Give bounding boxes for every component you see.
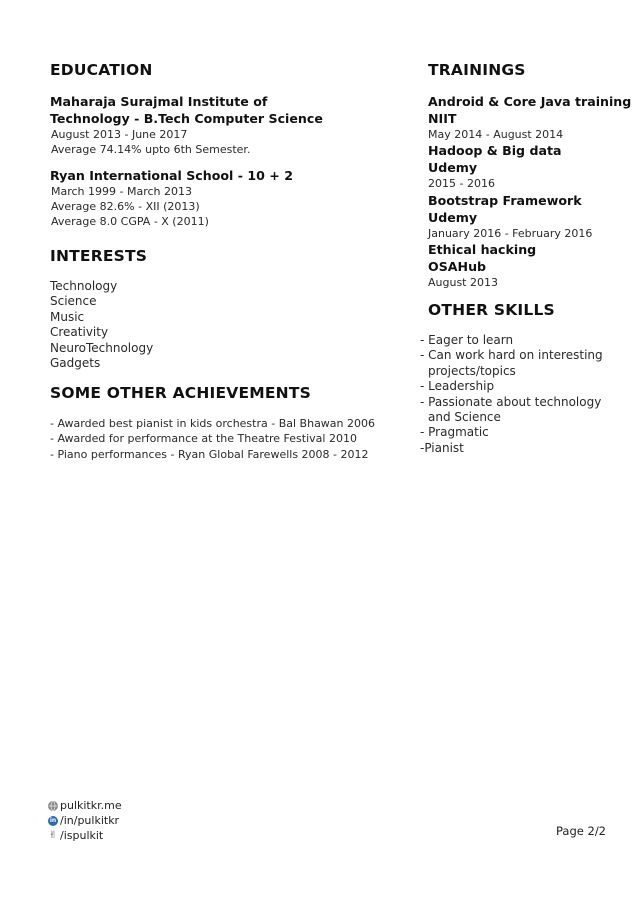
training-org: Udemy <box>428 209 478 225</box>
training-dates: May 2014 - August 2014 <box>428 128 564 141</box>
right-column <box>420 60 633 455</box>
angellist-link[interactable] <box>48 828 122 843</box>
interest-item: NeuroTechnology <box>50 340 154 355</box>
education-detail: Average 8.0 CGPA - X (2011) <box>51 215 209 229</box>
skill-item: -Pianist <box>420 440 464 455</box>
achievement-item: - Piano performances - Ryan Global Farewells 2008 - 2012 <box>50 447 369 461</box>
interest-item: Technology <box>50 279 118 293</box>
interests-heading: INTERESTS <box>50 247 148 265</box>
skill-item: - Eager to learn <box>420 333 514 347</box>
skill-item: - Leadership <box>420 379 495 394</box>
education-heading: EDUCATION <box>50 61 153 79</box>
training-org: NIIT <box>428 111 457 126</box>
training-title: Bootstrap Framework <box>428 192 582 208</box>
left-column <box>50 60 400 461</box>
achievement-item: - Awarded best pianist in kids orchestra - Bal Bhawan 2006 <box>50 417 376 430</box>
page-number: Page 2/2 <box>556 824 607 838</box>
trainings-section <box>428 60 633 290</box>
skill-item: - Can work hard on interesting <box>420 348 603 363</box>
trainings-heading: TRAININGS <box>428 61 526 79</box>
achievement-item: - Awarded for performance at the Theatre Festival 2010 <box>50 432 357 446</box>
angellist-icon: ✌ <box>48 830 58 841</box>
interest-item: Creativity <box>50 325 109 340</box>
training-title: Android & Core Java training <box>428 94 632 109</box>
skill-item: - Pragmatic <box>420 425 489 440</box>
education-entry-title: Technology - B.Tech Computer Science <box>50 111 323 126</box>
training-dates: January 2016 - February 2016 <box>428 226 593 240</box>
training-dates: 2015 - 2016 <box>428 177 495 191</box>
education-detail: August 2013 - June 2017 <box>51 128 188 141</box>
contact-footer <box>48 798 122 843</box>
interest-item: Science <box>50 294 97 309</box>
other-skills-section <box>420 300 635 456</box>
linkedin-icon: in <box>49 817 57 824</box>
globe-icon <box>48 801 58 811</box>
education-entry-title: Maharaja Surajmal Institute of <box>50 94 268 109</box>
interest-item: Music <box>50 309 85 324</box>
other-skills-heading: OTHER SKILLS <box>428 301 555 319</box>
interest-item: Gadgets <box>50 356 101 371</box>
training-org: Udemy <box>428 160 478 176</box>
achievements-section <box>50 383 400 462</box>
education-entry-title: Ryan International School - 10 + 2 <box>50 167 293 183</box>
skill-item: and Science <box>428 410 501 425</box>
education-detail: March 1999 - March 2013 <box>51 184 193 198</box>
education-section <box>50 60 400 229</box>
website-text: pulkitkr.me <box>60 799 122 812</box>
training-org: OSAHub <box>428 258 487 274</box>
linkedin-text: /in/pulkitkr <box>60 814 120 827</box>
interests-section <box>50 246 400 371</box>
training-dates: August 2013 <box>428 275 498 289</box>
angellist-text: /ispulkit <box>60 829 104 842</box>
education-detail: Average 82.6% - XII (2013) <box>51 199 200 213</box>
linkedin-link[interactable] <box>48 813 122 828</box>
education-detail: Average 74.14% upto 6th Semester. <box>51 143 251 157</box>
skill-item: - Passionate about technology <box>420 394 602 409</box>
website-link[interactable] <box>48 798 122 813</box>
training-title: Ethical hacking <box>428 241 537 257</box>
skill-item: projects/topics <box>428 363 516 378</box>
achievements-heading: SOME OTHER ACHIEVEMENTS <box>50 384 311 402</box>
training-title: Hadoop & Big data <box>428 143 562 159</box>
